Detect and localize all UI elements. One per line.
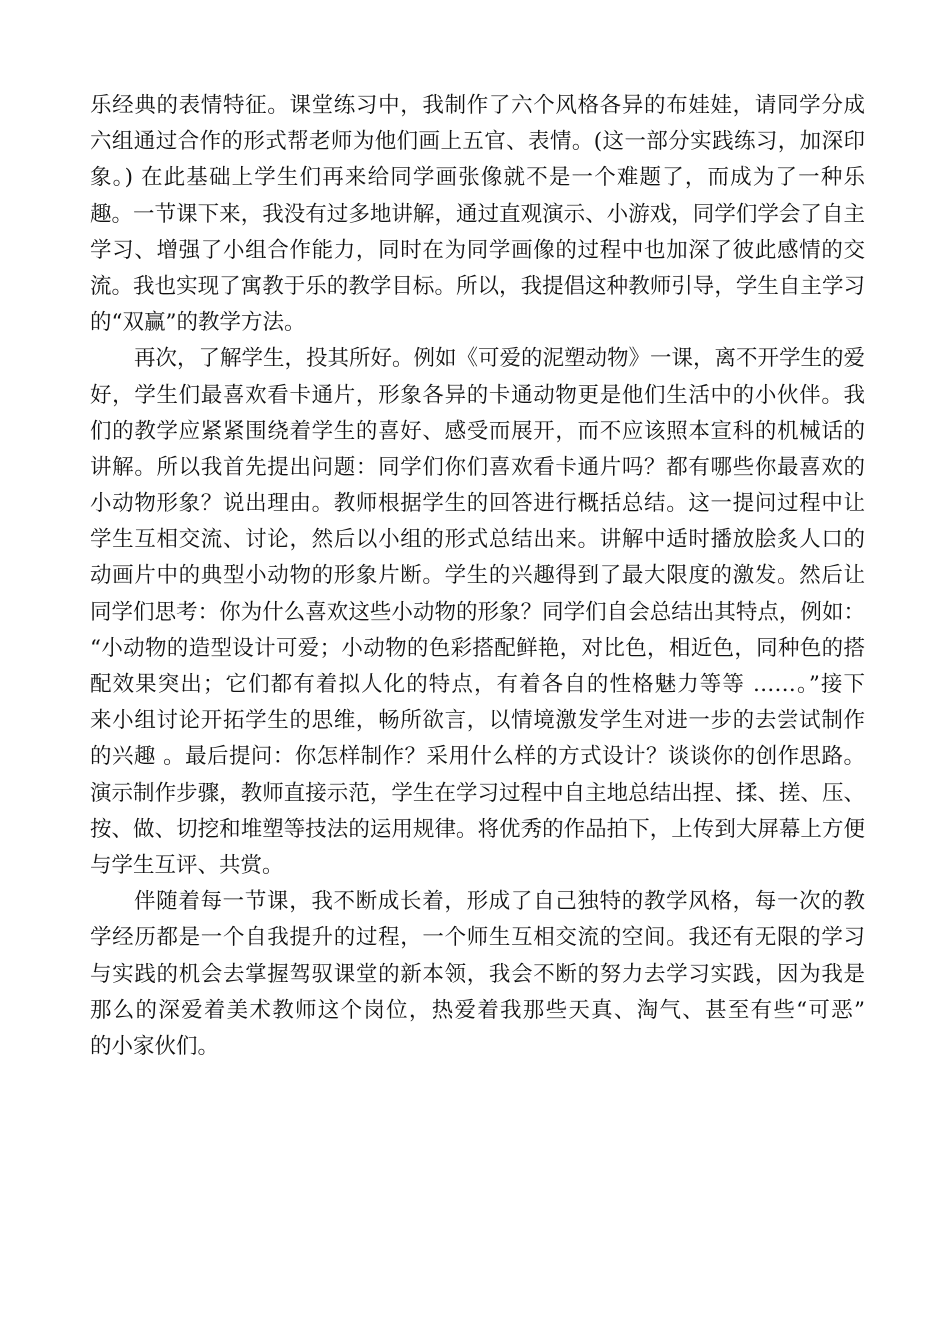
paragraph-2-line-13: 演示制作步骤，教师直接示范，学生在学习过程中自主地总结出捏、揉、搓、压、 [90,780,865,806]
paragraph-2-line-6: 学生互相交流、讨论，然后以小组的形式总结出来。讲解中适时播放脍炙人口的 [90,527,865,553]
paragraph-2-line-15: 与学生互评、共赏。 [90,852,284,878]
paragraph-2-line-8: 同学们思考：你为什么喜欢这些小动物的形象？同学们自会总结出其特点，例如： [90,599,865,625]
paragraph-1-line-6: 流。我也实现了寓教于乐的教学目标。所以，我提倡这种教师引导，学生自主学习 [90,273,865,299]
paragraph-3-line-3: 与实践的机会去掌握驾驭课堂的新本领，我会不断的努力去学习实践，因为我是 [90,961,865,987]
paragraph-2-line-9: “小动物的造型设计可爱；小动物的色彩搭配鲜艳，对比色，相近色，同种色的搭 [90,635,865,661]
paragraph-1-line-3: 象。) 在此基础上学生们再来给同学画张像就不是一个难题了，而成为了一种乐 [90,165,865,191]
paragraph-2-line-3: 们的教学应紧紧围绕着学生的喜好、感受而展开，而不应该照本宣科的机械话的 [90,418,865,444]
paragraph-1-line-1: 乐经典的表情特征。课堂练习中，我制作了六个风格各异的布娃娃，请同学分成 [90,93,865,118]
paragraph-2-line-11: 来小组讨论开拓学生的思维，畅所欲言，以情境激发学生对进一步的去尝试制作 [90,708,865,734]
paragraph-2-line-2: 好，学生们最喜欢看卡通片，形象各异的卡通动物更是他们生活中的小伙伴。我 [90,382,865,408]
document-body [90,88,865,1065]
paragraph-2-line-5: 小动物形象？说出理由。教师根据学生的回答进行概括总结。这一提问过程中让 [90,491,865,517]
paragraph-1-line-4: 趣。一节课下来，我没有过多地讲解，通过直观演示、小游戏，同学们学会了自主 [90,201,865,227]
paragraph-2-line-10: 配效果突出；它们都有着拟人化的特点，有着各自的性格魅力等等 ……。”接下 [90,672,865,697]
paragraph-3-line-4: 那么的深爱着美术教师这个岗位，热爱着我那些天真、淘气、甚至有些“可恶” [90,997,865,1023]
paragraph-2-line-7: 动画片中的典型小动物的形象片断。学生的兴趣得到了最大限度的激发。然后让 [90,563,865,589]
paragraph-1-line-2: 六组通过合作的形式帮老师为他们画上五官、表情。(这一部分实践练习，加深印 [90,129,865,155]
paragraph-2-line-4: 讲解。所以我首先提出问题：同学们你们喜欢看卡通片吗？都有哪些你最喜欢的 [90,454,865,480]
paragraph-3-line-1: 伴随着每一节课，我不断成长着，形成了自己独特的教学风格，每一次的教 [134,889,865,915]
paragraph-2-line-14: 按、做、切挖和堆塑等技法的运用规律。将优秀的作品拍下，上传到大屏幕上方便 [90,816,865,842]
paragraph-3-line-2: 学经历都是一个自我提升的过程，一个师生互相交流的空间。我还有无限的学习 [90,925,865,951]
paragraph-3-line-5: 的小家伙们。 [90,1033,220,1059]
paragraph-2-line-1: 再次，了解学生，投其所好。例如《可爱的泥塑动物》一课，离不开学生的爱 [134,346,866,372]
paragraph-1-line-7: 的“双赢”的教学方法。 [90,310,306,336]
paragraph-2-line-12: 的兴趣 。最后提问：你怎样制作？采用什么样的方式设计？谈谈你的创作思路。 [90,744,865,770]
paragraph-1-line-5: 学习、增强了小组合作能力，同时在为同学画像的过程中也加深了彼此感情的交 [90,237,865,263]
